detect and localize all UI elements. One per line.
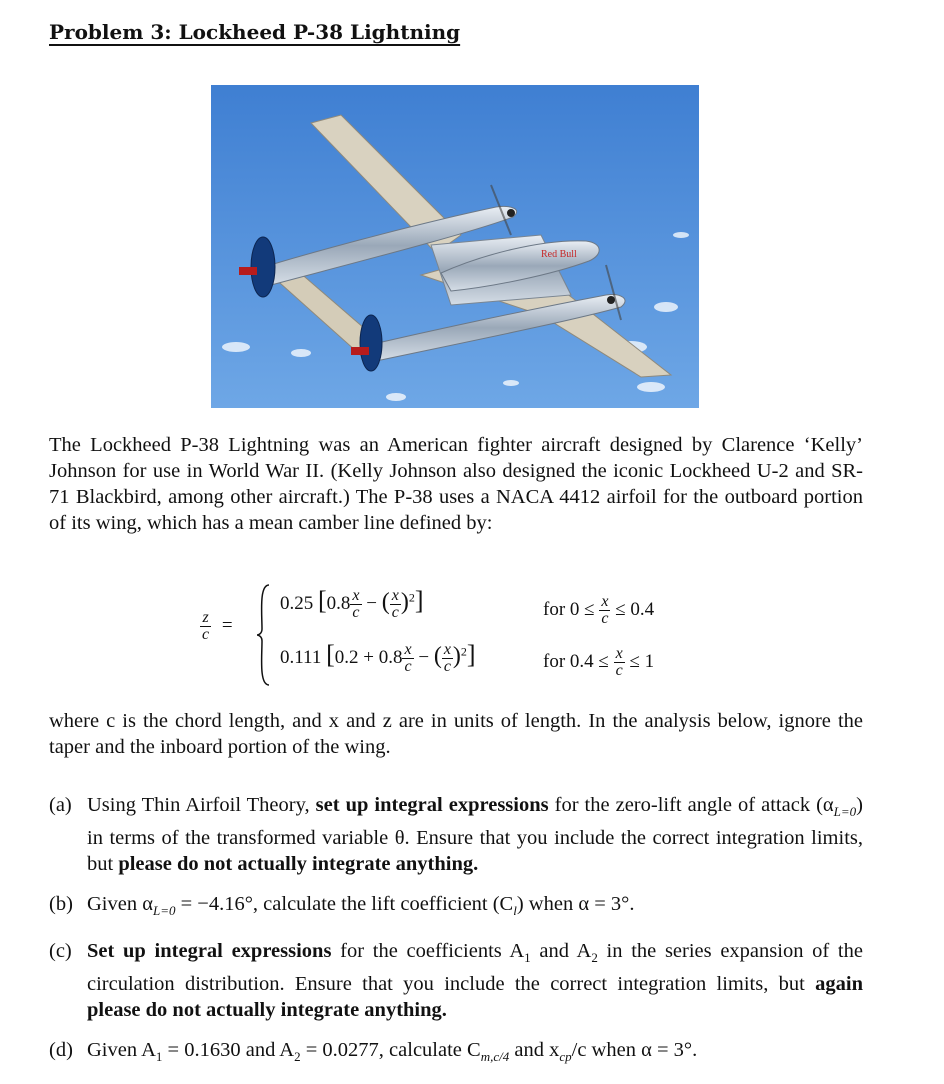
lhs-fraction: $\frac{z}{c}$ bbox=[202, 609, 210, 643]
problem-parts bbox=[49, 792, 863, 1084]
part-a: (a) Using Thin Airfoil Theory, set up integral expressions for the zero-lift angle of attack $(\alpha_{L=0})$ in terms of the transformed variable θ. Ensure that you include the correct integration limits, but please do not actually integrate anything. bbox=[49, 794, 863, 876]
camber-equation bbox=[200, 580, 720, 690]
equation-row-1: 0.25 [0.8 $\frac{x}{c}$ − ( $\frac{x}{c}$ )$^2$] bbox=[280, 586, 424, 622]
equation-condition-1: for 0 ≤ $\frac{x}{c}$ ≤ 0.4 bbox=[543, 593, 655, 627]
intro-paragraph: The Lockheed P-38 Lightning was an American fighter aircraft designed by Clarence ‘Kelly’ Johnson for use in World War II. (Kelly Johnson also designed the iconic Lockheed U-2 and SR-71 Blackbird, among other aircraft.) The P-38 uses a NACA 4412 airfoil for the outboard portion of its wing, which has a mean camber line defined by: bbox=[49, 434, 863, 534]
problem-title: Problem 3: Lockheed P-38 Lightning bbox=[49, 20, 461, 44]
equals-sign: = bbox=[221, 614, 233, 636]
part-b: (b) Given $\alpha_{L=0} = -4.16^\circ$, calculate the lift coefficient $(C_l)$ when α = 3°. bbox=[49, 893, 635, 919]
aircraft-photo bbox=[211, 85, 699, 408]
part-c: (c) Set up integral expressions for the coefficients $A_1$ and $A_2$ in the series expansion of the circulation distribution. Ensure that you include the correct integration limits, but again please do not actually integrate anything. bbox=[49, 940, 863, 1022]
where-paragraph: where c is the chord length, and x and z are in units of length. In the analysis below, ignore the taper and the inboard portion of the wing. bbox=[49, 710, 863, 758]
equation-row-2: 0.111 [0.2 + 0.8 $\frac{x}{c}$ − ( $\frac{x}{c}$ )$^2$] bbox=[280, 640, 476, 676]
part-d: (d) Given $A_1 = 0.1630$ and $A_2 = 0.0277$, calculate $C_{m,c/4}$ and $x_{cp}/c$ when α = 3°. bbox=[49, 1039, 698, 1065]
livery-text: Red Bull bbox=[541, 249, 577, 260]
equation-condition-2: for 0.4 ≤ $\frac{x}{c}$ ≤ 1 bbox=[543, 645, 655, 679]
left-brace bbox=[256, 584, 270, 686]
